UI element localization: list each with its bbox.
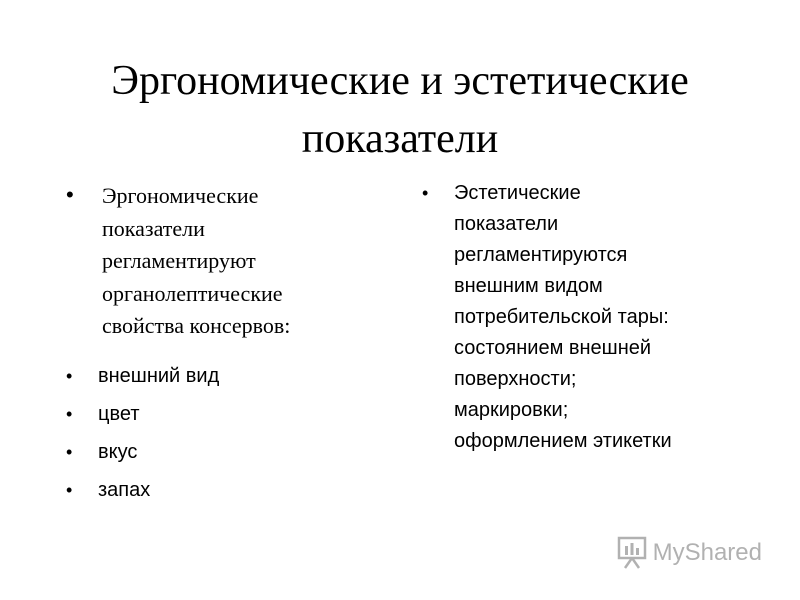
list-item-label: внешний вид [98, 364, 220, 387]
bullet-icon: • [66, 365, 73, 386]
title-line-2: показатели [301, 116, 499, 162]
list-item [62, 395, 392, 433]
left-column [62, 180, 392, 509]
title-line-1: Эргономические и эстетические [111, 58, 689, 104]
right-bullet-row [418, 178, 758, 457]
right-column [418, 178, 758, 457]
bullet-icon: • [66, 479, 73, 500]
list-item-label: запах [98, 478, 151, 501]
presentation-board-icon [617, 536, 647, 570]
list-item-label: цвет [98, 402, 140, 425]
left-intro-bullet [62, 180, 392, 343]
list-item [62, 357, 392, 395]
list-item-label: вкус [98, 440, 138, 463]
right-text: Эстетические показатели регламентируются внешним видом потребительской тары: состоянием внешней поверхности; маркировки; оформлением этикетки [454, 182, 672, 452]
bullet-icon: • [66, 441, 73, 462]
watermark [617, 536, 762, 570]
watermark-text: MyShared [652, 539, 762, 566]
list-item [62, 471, 392, 509]
properties-list [62, 357, 392, 509]
bullet-icon: • [66, 182, 74, 207]
slide-title [40, 52, 760, 168]
bullet-icon: • [66, 403, 73, 424]
left-intro-text: Эргономические показатели регламентируют органолептические свойства консервов: [102, 183, 291, 338]
bullet-icon: • [422, 183, 429, 203]
list-item [62, 433, 392, 471]
